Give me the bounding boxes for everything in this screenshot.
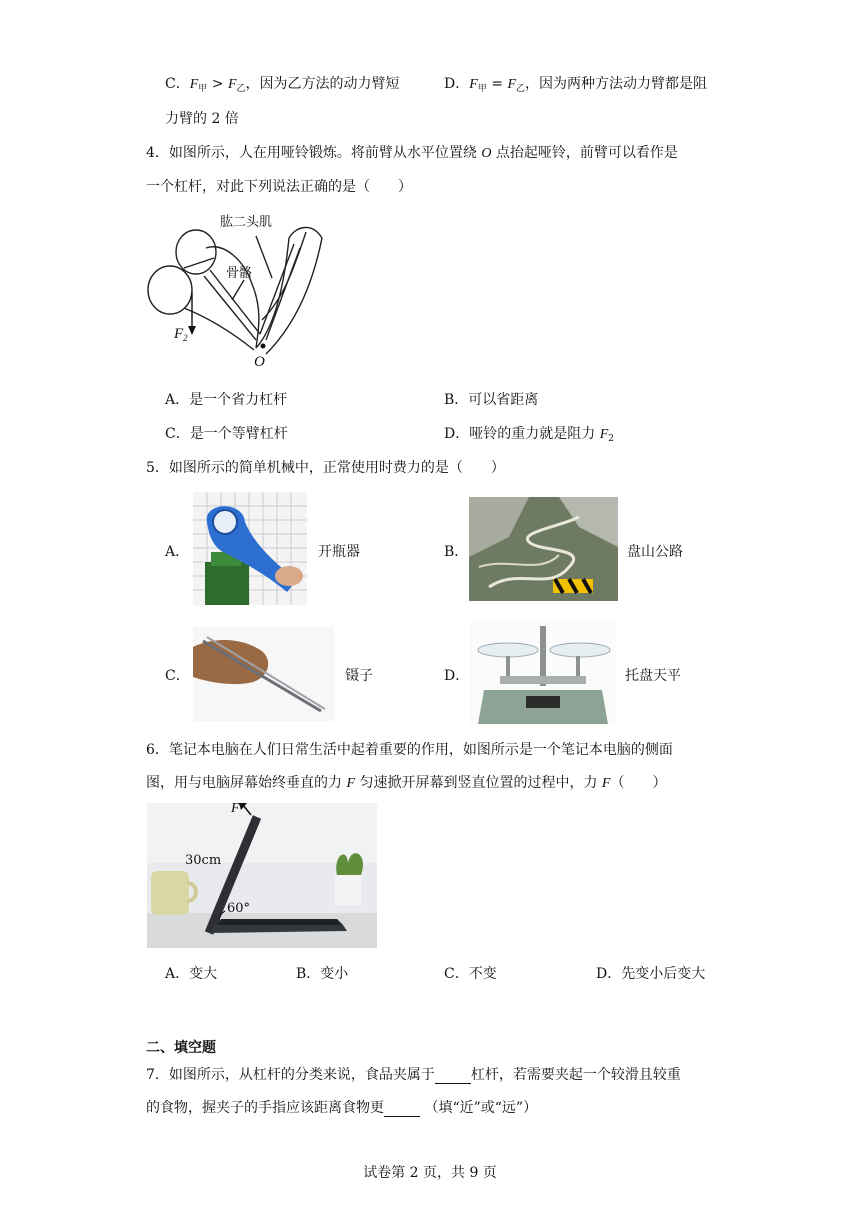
label-biceps: 肱二头肌 <box>220 215 273 230</box>
fig-force-label: F <box>231 803 240 816</box>
fig-length-label: 30cm <box>185 853 222 868</box>
q4-option-a: A．是一个省力杠杆 <box>165 392 288 408</box>
q7-blank-1[interactable] <box>435 1067 471 1084</box>
laptop-photo <box>147 803 377 948</box>
q5-option-c-label: C． <box>165 668 190 684</box>
q5-option-b-label: B． <box>444 544 469 560</box>
q4-option-c: C．是一个等臂杠杆 <box>165 426 288 442</box>
q3-option-d-continued: 力臂的 2 倍 <box>165 111 239 127</box>
arm-dumbbell-diagram <box>144 208 330 374</box>
page-footer: 试卷第 2 页，共 9 页 <box>363 1165 497 1181</box>
bottle-opener-photo <box>193 492 307 605</box>
q3-option-c: C．$F_甲 > F_乙$，因为乙方法的动力臂短 <box>165 76 400 94</box>
q6-option-d: D．先变小后变大 <box>596 966 706 982</box>
q5-option-a-name: 开瓶器 <box>318 544 360 560</box>
q4-option-b: B．可以省距离 <box>444 392 539 408</box>
q5-option-c-name: 镊子 <box>345 668 373 684</box>
section-title: 二、填空题 <box>146 1040 216 1056</box>
q4-option-d: D．哑铃的重力就是阻力 $F_2$ <box>444 426 614 444</box>
q3-option-d: D．$F_甲 = F_乙$，因为两种方法动力臂都是阻 <box>444 76 708 94</box>
label-pivot-o: O <box>254 354 265 370</box>
mountain-road-photo <box>469 497 618 601</box>
q5-option-d-label: D． <box>444 668 470 684</box>
q6-stem-line2: 图，用与电脑屏幕始终垂直的力 F 匀速掀开屏幕到竖直位置的过程中，力 F（ ） <box>146 775 667 791</box>
label-f2: $F_2$ <box>174 326 188 343</box>
q4-stem-line1: 4．如图所示，人在用哑铃锻炼。将前臂从水平位置绕 O 点抬起哑铃，前臂可以看作是 <box>146 145 678 161</box>
q6-option-c: C．不变 <box>444 966 497 982</box>
q7-line2: 的食物，握夹子的手指应该距离食物更 （填“近”或“远”） <box>146 1100 538 1116</box>
q6-option-b: B．变小 <box>296 966 349 982</box>
tweezers-photo <box>193 627 334 721</box>
q6-option-a: A．变大 <box>165 966 218 982</box>
q4-stem-line2: 一个杠杆，对此下列说法正确的是（ ） <box>146 179 412 195</box>
q7-blank-2[interactable] <box>384 1100 420 1117</box>
q7-line1: 7．如图所示，从杠杆的分类来说，食品夹属于 杠杆，若需要夹起一个较滑且较重 <box>146 1067 681 1083</box>
q5-option-d-name: 托盘天平 <box>625 668 681 684</box>
label-bone: 骨骼 <box>226 266 253 281</box>
balance-scale-photo <box>470 620 616 726</box>
fig-angle-label: 60° <box>227 901 251 916</box>
q5-option-b-name: 盘山公路 <box>627 544 683 560</box>
q6-stem-line1: 6．笔记本电脑在人们日常生活中起着重要的作用，如图所示是一个笔记本电脑的侧面 <box>146 742 673 758</box>
q5-stem: 5．如图所示的简单机械中，正常使用时费力的是（ ） <box>146 460 505 476</box>
q4-arm-figure <box>144 208 330 374</box>
q5-option-a-label: A． <box>165 544 190 560</box>
